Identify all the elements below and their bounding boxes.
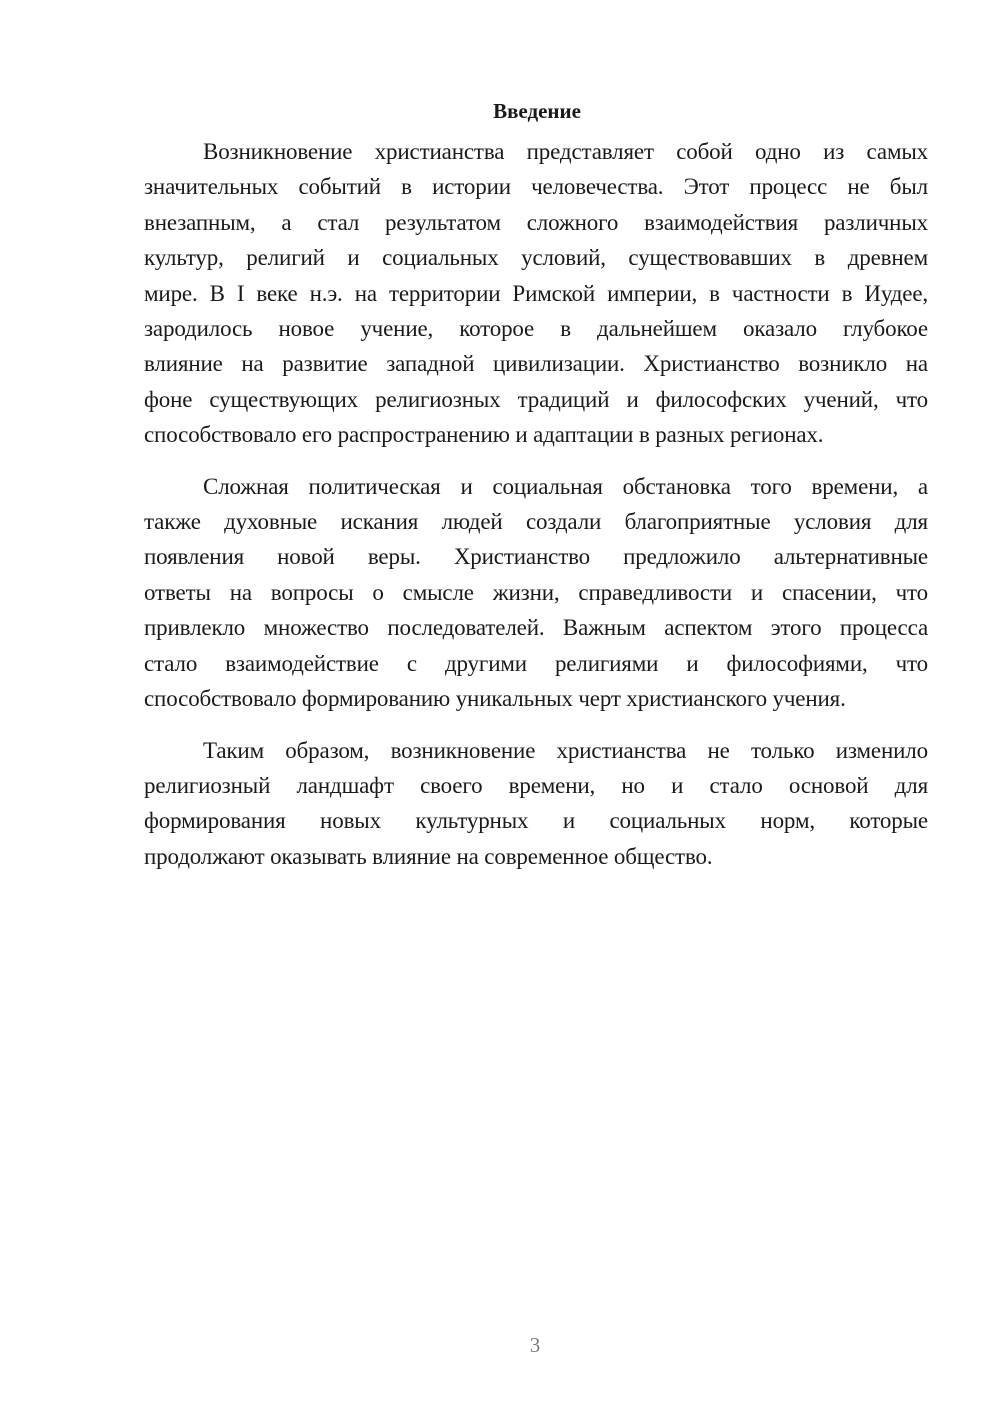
text-line: значительных событий в истории человечества. Этот процесс не был: [144, 174, 928, 200]
text-line: мире. В I веке н.э. на территории Римской империи, в частности в Иудее,: [144, 280, 928, 306]
text-line: способствовало формированию уникальных черт христианского учения.: [144, 686, 846, 712]
paragraph-1: [144, 134, 928, 453]
text-line: также духовные искания людей создали благоприятные условия для: [144, 509, 928, 535]
text-line: культур, религий и социальных условий, существовавших в древнем: [144, 245, 928, 271]
text-line: привлекло множество последователей. Важным аспектом этого процесса: [144, 615, 928, 641]
text-line: продолжают оказывать влияние на современное общество.: [144, 843, 713, 869]
paragraph-2: [144, 469, 928, 717]
text-line: стало взаимодействие с другими религиями и философиями, что: [144, 650, 928, 676]
text-line: влияние на развитие западной цивилизации. Христианство возникло на: [144, 351, 928, 377]
text-line: религиозный ландшафт своего времени, но и стало основой для: [144, 772, 928, 798]
text-line: формирования новых культурных и социальных норм, которые: [144, 808, 928, 834]
page-content: [144, 96, 928, 890]
text-line: Сложная политическая и социальная обстановка того времени, а: [203, 473, 928, 499]
page-number: 3: [529, 1333, 541, 1357]
text-line: зародилось новое учение, которое в дальнейшем оказало глубокое: [144, 316, 928, 342]
text-line: Возникновение христианства представляет собой одно из самых: [203, 139, 928, 164]
text-line: Таким образом, возникновение христианства не только изменило: [203, 737, 928, 763]
section-heading: Введение: [493, 99, 581, 123]
text-line: появления новой веры. Христианство предложило альтернативные: [144, 544, 928, 570]
text-line: способствовало его распространению и адаптации в разных регионах.: [144, 422, 824, 448]
text-line: внезапным, а стал результатом сложного взаимодействия различных: [144, 209, 928, 235]
text-line: ответы на вопросы о смысле жизни, справедливости и спасении, что: [144, 579, 928, 605]
text-line: фоне существующих религиозных традиций и философских учений, что: [144, 386, 928, 412]
paragraph-3: [144, 733, 928, 875]
